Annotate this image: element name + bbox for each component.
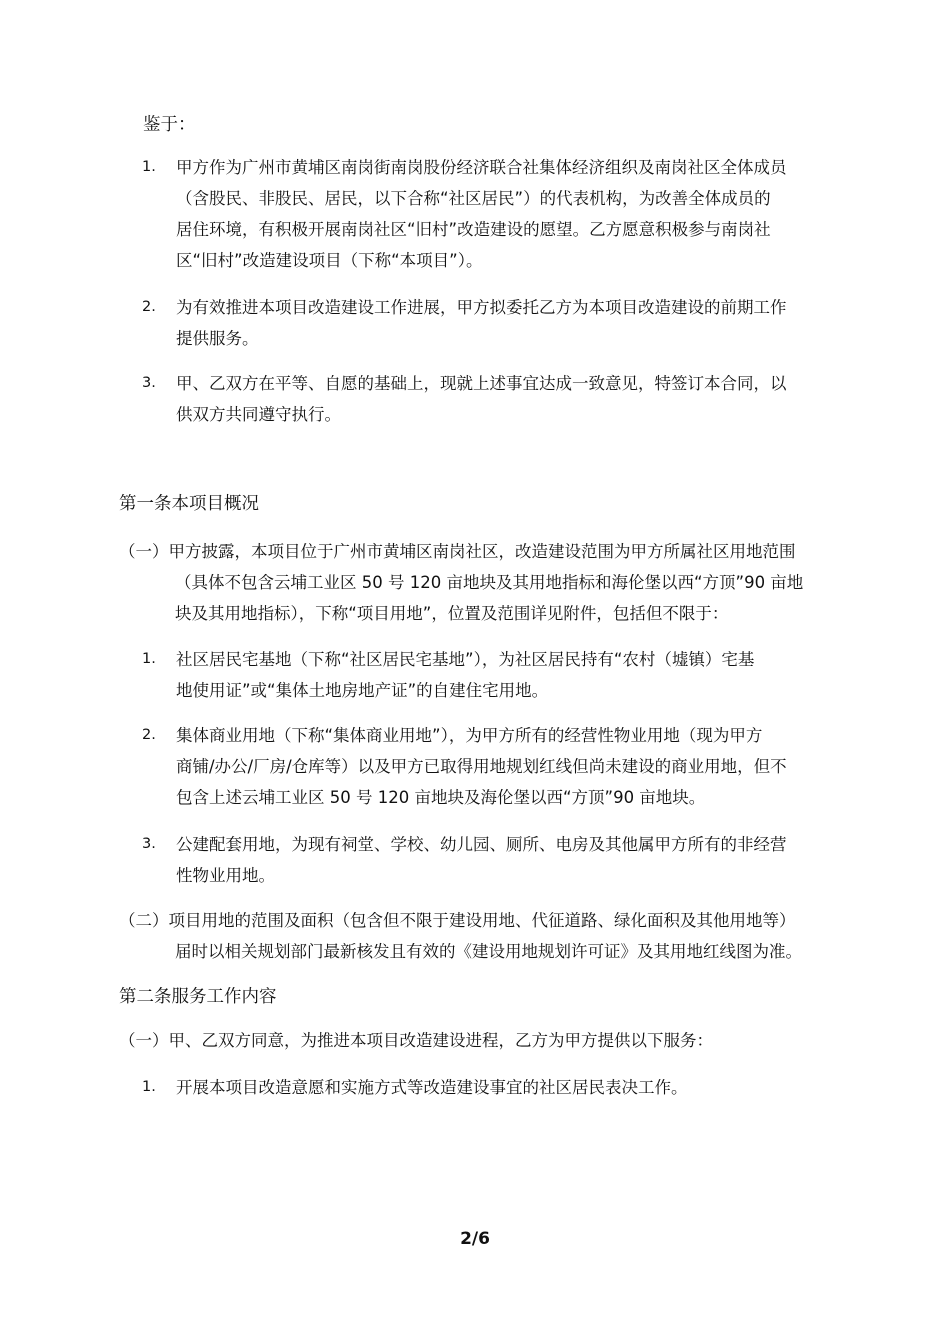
text-line: 为有效推进本项目改造建设工作进展，甲方拟委托乙方为本项目改造建设的前期工作 xyxy=(176,298,787,317)
text-line: 甲、乙双方在平等、自愿的基础上，现就上述事宜达成一致意见，特签订本合同，以 xyxy=(176,374,787,393)
article-1-item-3-number: 3. xyxy=(142,836,156,852)
preamble-heading: 鉴于： xyxy=(143,115,196,135)
preamble-item-1-number: 1. xyxy=(142,159,156,175)
article-1-item-2-number: 2. xyxy=(142,727,156,743)
article-1-item-3 xyxy=(176,829,787,891)
text-line: 包含上述云埔工业区 50 号 120 亩地块及海伦堡以西“方顶”90 亩地块。 xyxy=(176,788,706,807)
text-line: 商铺/办公/厂房/仓库等）以及甲方已取得用地规划红线但尚未建设的商业用地，但不 xyxy=(176,757,787,776)
text-line: 地使用证”或“集体土地房地产证”的自建住宅用地。 xyxy=(176,681,549,700)
text-line: 集体商业用地（下称“集体商业用地”），为甲方所有的经营性物业用地（现为甲方 xyxy=(176,726,763,745)
text-line: 区“旧村”改造建设项目（下称“本项目”）。 xyxy=(176,251,483,270)
text-line: （一）甲、乙双方同意，为推进本项目改造建设进程，乙方为甲方提供以下服务： xyxy=(119,1031,713,1050)
preamble-item-1 xyxy=(176,152,787,276)
article-1-item-1-number: 1. xyxy=(142,651,156,667)
text-line: 供双方共同遵守执行。 xyxy=(176,405,341,424)
text-line: 性物业用地。 xyxy=(176,866,275,885)
preamble-item-3 xyxy=(176,368,787,430)
text-line: （二）项目用地的范围及面积（包含但不限于建设用地、代征道路、绿化面积及其他用地等） xyxy=(119,911,796,930)
preamble-item-3-number: 3. xyxy=(142,375,156,391)
text-line: 提供服务。 xyxy=(176,329,259,348)
text-line: 届时以相关规划部门最新核发且有效的《建设用地规划许可证》及其用地红线图为准。 xyxy=(175,942,802,961)
text-line: 公建配套用地，为现有祠堂、学校、幼儿园、厕所、电房及其他属甲方所有的非经营 xyxy=(176,835,787,854)
article-2-clause-1 xyxy=(119,1025,713,1056)
article-1-clause-1 xyxy=(119,536,803,629)
text-line: （一）甲方披露，本项目位于广州市黄埔区南岗社区，改造建设范围为甲方所属社区用地范围 xyxy=(119,542,796,561)
text-line: 居住环境，有积极开展南岗社区“旧村”改造建设的愿望。乙方愿意积极参与南岗社 xyxy=(176,220,771,239)
article-1-title: 第一条本项目概况 xyxy=(119,494,259,514)
article-2-title: 第二条服务工作内容 xyxy=(119,987,277,1007)
article-2-item-1 xyxy=(176,1072,688,1103)
text-line: （含股民、非股民、居民，以下合称“社区居民”）的代表机构，为改善全体成员的 xyxy=(176,189,771,208)
text-line: 开展本项目改造意愿和实施方式等改造建设事宜的社区居民表决工作。 xyxy=(176,1078,688,1097)
article-1-clause-2 xyxy=(119,905,802,967)
text-line: 块及其用地指标），下称“项目用地”，位置及范围详见附件，包括但不限于： xyxy=(175,604,729,623)
text-line: （具体不包含云埔工业区 50 号 120 亩地块及其用地指标和海伦堡以西“方顶”90 亩地 xyxy=(175,573,804,592)
article-2-item-1-number: 1. xyxy=(142,1079,156,1095)
article-1-item-1 xyxy=(176,644,754,706)
preamble-item-2 xyxy=(176,292,787,354)
text-line: 社区居民宅基地（下称“社区居民宅基地”），为社区居民持有“农村（墟镇）宅基 xyxy=(176,650,755,669)
page-number: 2/6 xyxy=(460,1229,490,1249)
text-line: 甲方作为广州市黄埔区南岗街南岗股份经济联合社集体经济组织及南岗社区全体成员 xyxy=(176,158,787,177)
preamble-item-2-number: 2. xyxy=(142,299,156,315)
article-1-item-2 xyxy=(176,720,787,813)
